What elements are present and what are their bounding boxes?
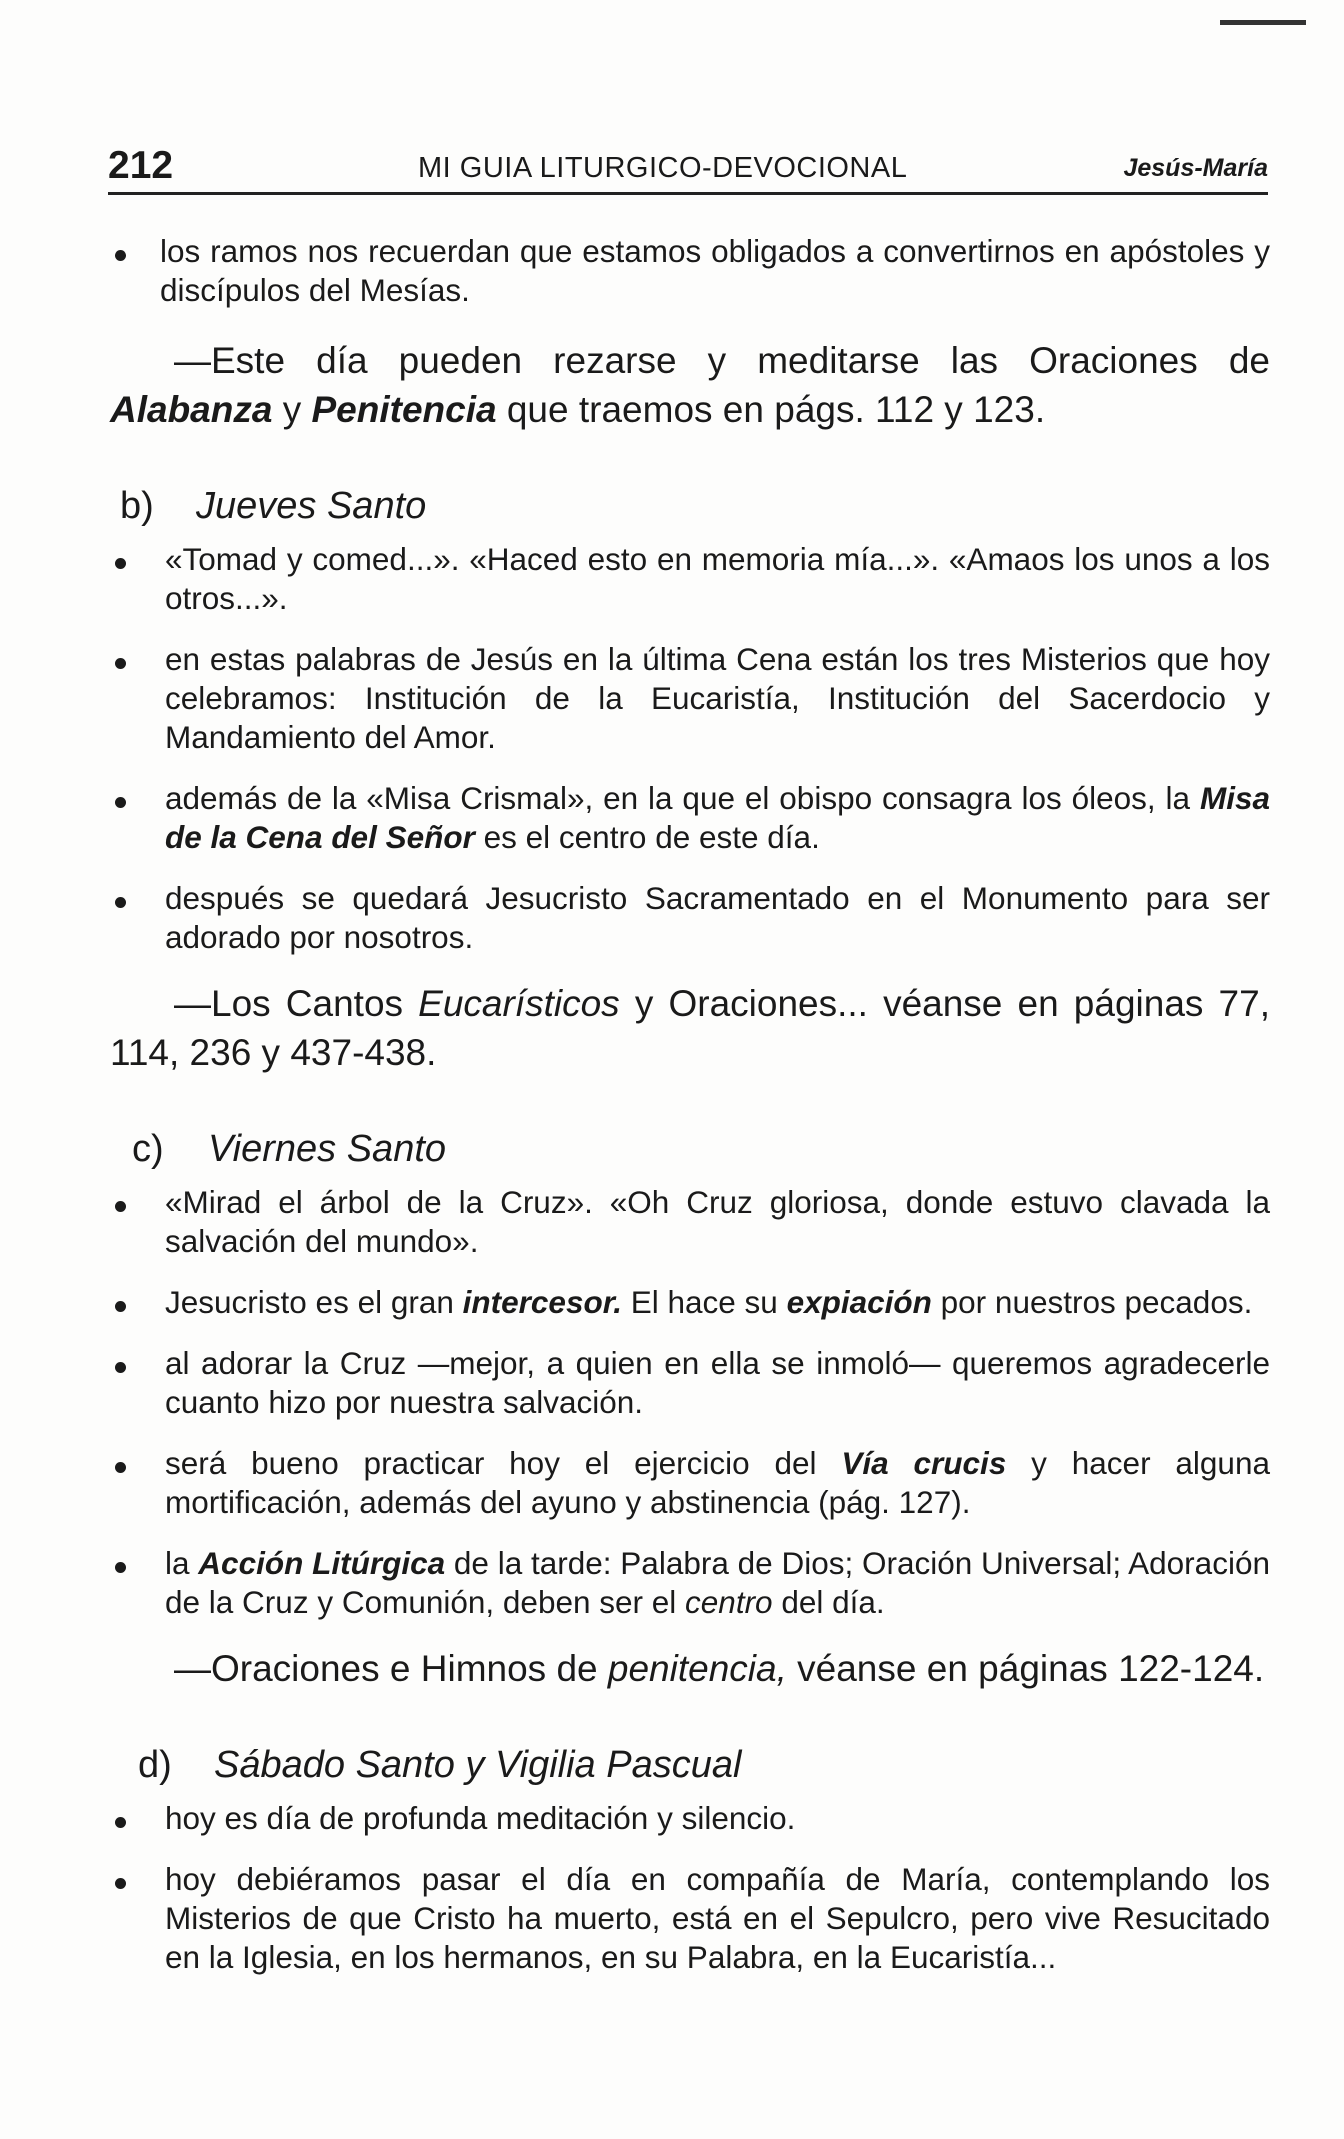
- bullet-icon: [115, 1562, 126, 1573]
- bullet-icon: [115, 1462, 126, 1473]
- bullet-icon: [115, 1362, 126, 1373]
- section-c-bullet-1: «Mirad el árbol de la Cruz». «Oh Cruz gloriosa, donde estuvo clavada la salvación del mundo».: [110, 1183, 1270, 1261]
- section-title: Viernes Santo: [208, 1128, 447, 1170]
- section-c-heading: c) Viernes Santo: [132, 1128, 447, 1170]
- section-c-bullet-3: al adorar la Cruz —mejor, a quien en ella se inmoló— queremos agradecerle cuanto hizo por nuestra salvación.: [110, 1344, 1270, 1422]
- bullet-icon: [115, 658, 126, 669]
- bullet-icon: [115, 1301, 126, 1312]
- intro-note: —Este día pueden rezarse y meditarse las Oraciones de Alabanza y Penitencia que traemos en págs. 112 y 123.: [110, 340, 1270, 430]
- section-d-bullet-2: hoy debiéramos pasar el día en compañía de María, contemplando los Misterios de que Cristo ha muerto, está en el Sepulcro, pero vive Resucitado en la Iglesia, en los hermanos, en su Palabra, en la Eucaristía...: [110, 1860, 1270, 1977]
- section-c-bullet-5: la Acción Litúrgica de la tarde: Palabra de Dios; Oración Universal; Adoración de la Cruz y Comunión, deben ser el centro del día.: [110, 1544, 1270, 1622]
- bullet-icon: [115, 250, 126, 261]
- bullet-icon: [115, 1817, 126, 1828]
- section-c-bullet-2: Jesucristo es el gran intercesor. El hace su expiación por nuestros pecados.: [110, 1283, 1270, 1322]
- page-body: [110, 232, 1270, 1999]
- section-b-bullet-2: en estas palabras de Jesús en la última Cena están los tres Misterios que hoy celebramos: Institución de la Eucaristía, Institución del Sacerdocio y Mandamiento del Amor.: [110, 640, 1270, 757]
- running-right-title: Jesús-María: [1123, 154, 1268, 182]
- running-title: MI GUIA LITURGICO-DEVOCIONAL: [418, 152, 908, 184]
- section-b-heading: b) Jueves Santo: [120, 485, 427, 527]
- bullet-icon: [115, 897, 126, 908]
- intro-bullet: [110, 232, 1270, 310]
- section-d-bullet-1: hoy es día de profunda meditación y silencio.: [110, 1799, 1270, 1838]
- bullet-icon: [115, 1878, 126, 1889]
- page-number: 212: [108, 144, 174, 187]
- section-c-note: —Oraciones e Himnos de penitencia, véanse en páginas 122-124.: [174, 1648, 1265, 1689]
- section-title: Jueves Santo: [196, 485, 427, 527]
- section-b-bullet-3: además de la «Misa Crismal», en la que el obispo consagra los óleos, la Misa de la Cena del Señor es el centro de este día.: [110, 779, 1270, 857]
- section-b-bullet-4: después se quedará Jesucristo Sacramentado en el Monumento para ser adorado por nosotros.: [110, 879, 1270, 957]
- bullet-text: los ramos nos recuerdan que estamos obligados a convertirnos en apóstoles y discípulos del Mesías.: [160, 233, 1270, 308]
- page-edge-mark: [1220, 20, 1306, 25]
- section-b-note: —Los Cantos Eucarísticos y Oraciones... véanse en páginas 77, 114, 236 y 437-438.: [110, 983, 1270, 1073]
- bullet-icon: [115, 558, 126, 569]
- bullet-icon: [115, 797, 126, 808]
- section-title: Sábado Santo y Vigilia Pascual: [214, 1744, 742, 1786]
- running-header: [108, 140, 1268, 195]
- bullet-icon: [115, 1201, 126, 1212]
- section-d-heading: d) Sábado Santo y Vigilia Pascual: [138, 1744, 742, 1786]
- section-b-bullet-1: «Tomad y comed...». «Haced esto en memoria mía...». «Amaos los unos a los otros...».: [110, 540, 1270, 618]
- section-c-bullet-4: será bueno practicar hoy el ejercicio del Vía crucis y hacer alguna mortificación, además del ayuno y abstinencia (pág. 127).: [110, 1444, 1270, 1522]
